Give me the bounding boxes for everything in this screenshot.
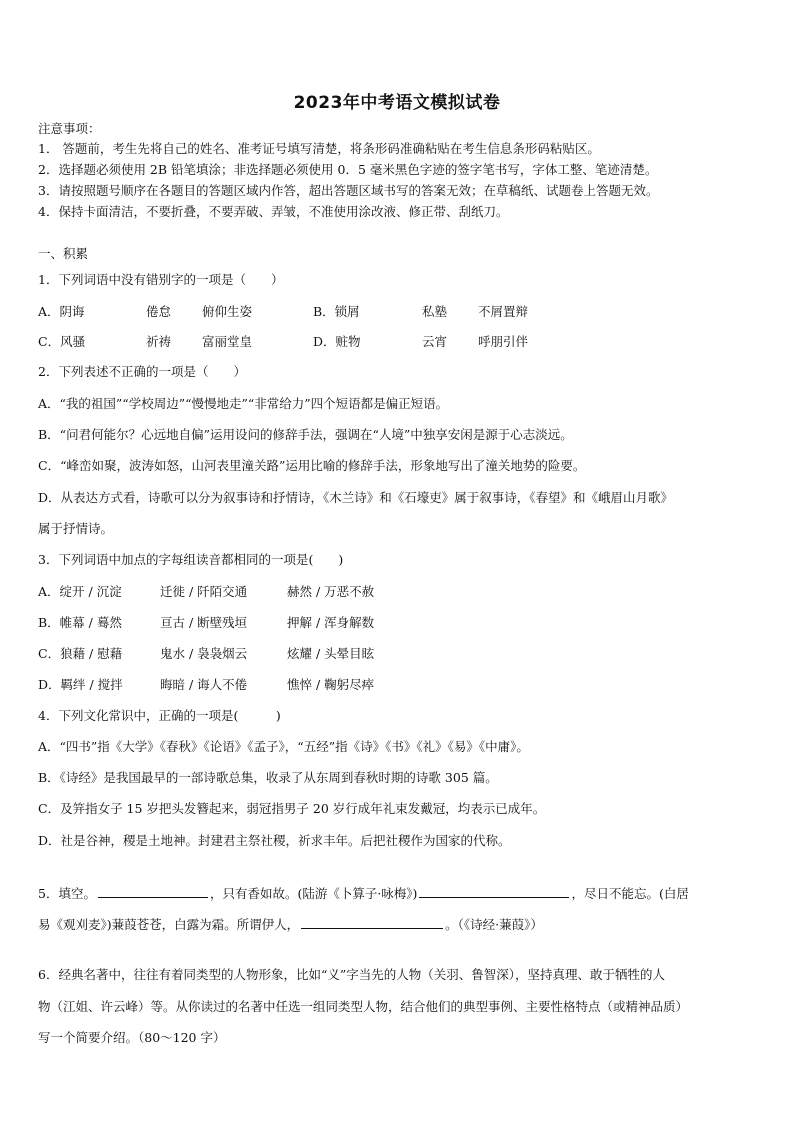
q5-line-2	[38, 915, 543, 933]
q3-option-b-pair2: 亘古 / 断壁残垣	[160, 615, 248, 630]
q3-option-d-pair2: 晦暗 / 诲人不倦	[160, 677, 248, 692]
q5-answer-blank-2[interactable]	[419, 884, 569, 898]
q3-option-a-pair2: 迁徙 / 阡陌交通	[160, 584, 248, 599]
note-item: 4．保持卡面清洁，不要折叠，不要弄破、弄皱，不准使用涂改液、修正带、刮纸刀。	[38, 204, 509, 219]
q1-option-d-word3: 呼朋引伴	[478, 334, 529, 349]
q1-option-c-word2: 祈祷	[146, 334, 172, 349]
q5-text-4: 易《观刈麦》)蒹葭苍苍，白露为霜。所谓伊人，	[38, 917, 300, 932]
q5-intro: 5．填空。	[38, 886, 96, 901]
q2-option-d: D．从表达方式看，诗歌可以分为叙事诗和抒情诗，《木兰诗》和《石壕吏》属于叙事诗，《春望》和《峨眉山月歌》	[38, 490, 674, 505]
q2-option-c: C．“峰峦如聚，波涛如怒，山河表里潼关路”运用比喻的修辞手法，形象地写出了潼关地势的险要。	[38, 458, 586, 473]
page-title: 2023年中考语文模拟试卷	[293, 93, 501, 113]
question-stem: 1．下列词语中没有错别字的一项是（ ）	[38, 272, 284, 287]
q1-option-b-word2: 私塾	[422, 304, 448, 319]
q6-line-2: 物（江姐、许云峰）等。从你读过的名著中任选一组同类型人物，结合他们的典型事例、主要性格特点（或精神品质）	[38, 999, 689, 1014]
question-stem: 3．下列词语中加点的字每组读音都相同的一项是( )	[38, 552, 344, 567]
q6-line-3: 写一个简要介绍。（80～120 字）	[38, 1030, 226, 1045]
q2-option-b: B．“问君何能尔？心远地自偏”运用设问的修辞手法，强调在“人境”中独享安闲是源于心志淡远。	[38, 427, 573, 442]
q3-option-a-pair3: 赫然 / 万恶不赦	[287, 584, 375, 599]
q2-option-a: A．“我的祖国”“学校周边”“慢慢地走”“非常给力”四个短语都是偏正短语。	[38, 396, 449, 411]
q5-text-3: ，尽日不能忘。(白居	[571, 886, 689, 901]
q1-option-b-word3: 不屑置辩	[478, 304, 529, 319]
q1-option-a-word1: A．阴诲	[38, 304, 85, 319]
q5-text-5: 。（《诗经·蒹葭》）	[445, 917, 543, 932]
note-item: 1． 答题前，考生先将自己的姓名、准考证号填写清楚，将条形码准确粘贴在考生信息条形码粘贴区。	[38, 141, 600, 156]
q4-option-c: C．及笄指女子 15 岁把头发簪起来，弱冠指男子 20 岁行成年礼束发戴冠，均表示已成年。	[38, 801, 546, 816]
q3-option-b-pair3: 押解 / 浑身解数	[287, 615, 375, 630]
q3-option-d-pair1: D．羁绊 / 搅拌	[38, 677, 123, 692]
q5-answer-blank-1[interactable]	[98, 884, 208, 898]
q1-option-d-word1: D．赃物	[313, 334, 361, 349]
note-item: 2．选择题必须使用 2B 铅笔填涂；非选择题必须使用 0．5 毫米黑色字迹的签字笔书写，字体工整、笔迹清楚。	[38, 162, 658, 177]
q5-text-2: ，只有香如故。(陆游《卜算子·咏梅》)	[209, 886, 418, 901]
q1-option-a-word3: 俯仰生姿	[202, 304, 253, 319]
section-heading: 一、积累	[38, 246, 89, 261]
q3-option-c-pair3: 炫耀 / 头晕目眩	[287, 646, 375, 661]
q3-option-b-pair1: B．帷幕 / 蓦然	[38, 615, 122, 630]
question-stem: 2．下列表述不正确的一项是（ ）	[38, 364, 246, 379]
question-stem: 4．下列文化常识中，正确的一项是( )	[38, 708, 281, 723]
q4-option-a: A．“四书”指《大学》《春秋》《论语》《孟子》，“五经”指《诗》《书》《礼》《易》《中庸》。	[38, 739, 529, 754]
q3-option-c-pair2: 鬼水 / 袅袅烟云	[160, 646, 248, 661]
q5-line-1	[38, 884, 689, 902]
q2-option-d-cont: 属于抒情诗。	[38, 521, 114, 536]
q1-option-b-word1: B．锁屑	[313, 304, 360, 319]
q1-option-c-word3: 富丽堂皇	[202, 334, 253, 349]
q3-option-d-pair3: 憔悴 / 鞠躬尽瘁	[287, 677, 375, 692]
q1-option-a-word2: 倦怠	[146, 304, 172, 319]
q5-answer-blank-3[interactable]	[301, 915, 443, 929]
q3-option-a-pair1: A．绽开 / 沉淀	[38, 584, 122, 599]
q3-option-c-pair1: C．狼藉 / 慰藉	[38, 646, 123, 661]
q4-option-b: B．《诗经》是我国最早的一部诗歌总集，收录了从东周到春秋时期的诗歌 305 篇。	[38, 770, 498, 785]
q6-line-1: 6．经典名著中，往往有着同类型的人物形象，比如“义”字当先的人物（关羽、鲁智深），坚持真理、敢于牺牲的人	[38, 967, 665, 982]
q1-option-d-word2: 云宵	[422, 334, 448, 349]
q4-option-d: D．社是谷神，稷是土地神。封建君主祭社稷，祈求丰年。后把社稷作为国家的代称。	[38, 833, 511, 848]
q1-option-c-word1: C．风骚	[38, 334, 86, 349]
notes-heading: 注意事项：	[38, 121, 101, 136]
note-item: 3．请按照题号顺序在各题目的答题区域内作答，超出答题区域书写的答案无效；在草稿纸、试题卷上答题无效。	[38, 183, 659, 198]
